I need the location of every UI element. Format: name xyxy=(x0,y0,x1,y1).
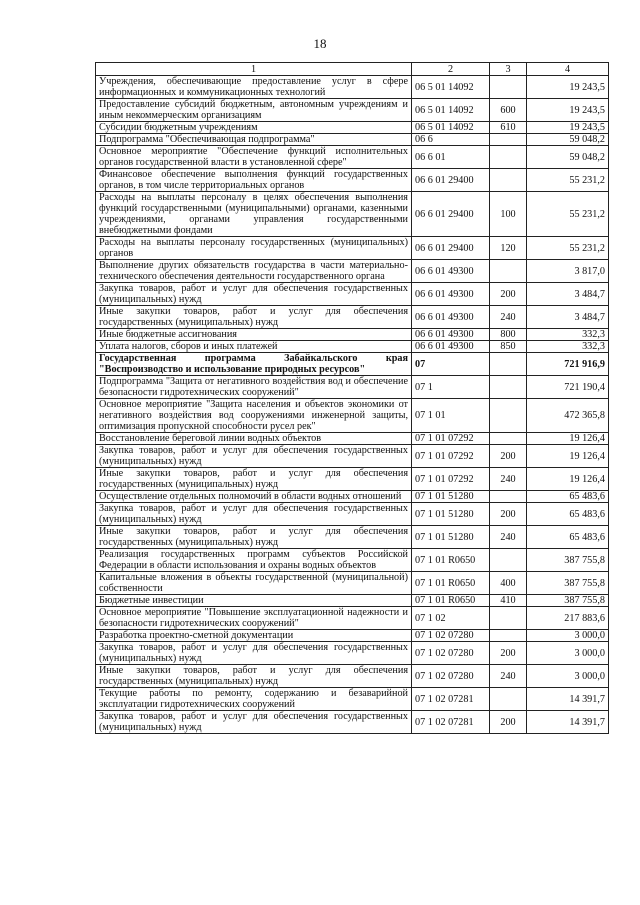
table-row xyxy=(96,572,609,595)
table-row xyxy=(96,399,609,433)
row-name-cell: Расходы на выплаты персоналу в целях обеспечения выполнения функций государственными (муниципальными) органами, казенными учреждениями, органами управления государственными внебюджетными фондами xyxy=(96,192,412,237)
row-vr-cell xyxy=(490,607,527,630)
budget-table xyxy=(95,62,609,734)
row-vr-cell: 850 xyxy=(490,341,527,353)
row-code-cell: 06 6 01 49300 xyxy=(412,329,490,341)
row-code-cell: 07 1 02 xyxy=(412,607,490,630)
table-header xyxy=(96,63,609,76)
row-code-cell: 06 5 01 14092 xyxy=(412,76,490,99)
table-row xyxy=(96,468,609,491)
row-code-cell: 07 1 02 07280 xyxy=(412,642,490,665)
row-amount-cell: 721 190,4 xyxy=(527,376,609,399)
row-code-cell: 07 1 01 R0650 xyxy=(412,595,490,607)
row-name-cell: Финансовое обеспечение выполнения функций государственных органов, в том числе территориальных органов xyxy=(96,169,412,192)
row-vr-cell: 240 xyxy=(490,526,527,549)
row-code-cell: 06 6 01 49300 xyxy=(412,283,490,306)
row-name-cell: Осуществление отдельных полномочий в области водных отношений xyxy=(96,491,412,503)
row-vr-cell: 240 xyxy=(490,468,527,491)
row-code-cell: 07 1 01 07292 xyxy=(412,433,490,445)
row-name-cell: Выполнение других обязательств государства в части материально-технического обеспечения деятельности государственного органа xyxy=(96,260,412,283)
row-name-cell: Субсидии бюджетным учреждениям xyxy=(96,122,412,134)
row-amount-cell: 3 817,0 xyxy=(527,260,609,283)
row-name-cell: Реализация государственных программ субъектов Российской Федерации в области использования и охраны водных объектов xyxy=(96,549,412,572)
table-row xyxy=(96,630,609,642)
row-amount-cell: 55 231,2 xyxy=(527,237,609,260)
row-amount-cell: 19 243,5 xyxy=(527,122,609,134)
table-row xyxy=(96,526,609,549)
row-code-cell: 07 1 02 07281 xyxy=(412,688,490,711)
table-row xyxy=(96,549,609,572)
row-code-cell: 07 1 01 51280 xyxy=(412,491,490,503)
page-number: 18 xyxy=(313,36,327,51)
row-name-cell: Иные закупки товаров, работ и услуг для обеспечения государственных (муниципальных) нужд xyxy=(96,306,412,329)
row-vr-cell: 200 xyxy=(490,642,527,665)
table-body xyxy=(96,76,609,734)
row-vr-cell xyxy=(490,260,527,283)
row-code-cell: 07 xyxy=(412,353,490,376)
row-code-cell: 06 6 01 49300 xyxy=(412,341,490,353)
row-name-cell: Государственная программа Забайкальского края "Воспроизводство и использование природных ресурсов" xyxy=(96,353,412,376)
table-row xyxy=(96,134,609,146)
row-vr-cell: 100 xyxy=(490,192,527,237)
row-amount-cell: 387 755,8 xyxy=(527,549,609,572)
row-code-cell: 07 1 01 07292 xyxy=(412,468,490,491)
row-code-cell: 07 1 02 07280 xyxy=(412,630,490,642)
row-vr-cell: 610 xyxy=(490,122,527,134)
row-vr-cell xyxy=(490,688,527,711)
row-name-cell: Основное мероприятие "Защита населения и объектов экономики от негативного воздействия вод сооружениями инженерной защиты, оптимизация пропускной способности русел рек" xyxy=(96,399,412,433)
row-vr-cell: 120 xyxy=(490,237,527,260)
row-vr-cell: 240 xyxy=(490,306,527,329)
row-vr-cell xyxy=(490,376,527,399)
row-amount-cell: 19 126,4 xyxy=(527,445,609,468)
row-code-cell: 07 1 01 R0650 xyxy=(412,572,490,595)
row-amount-cell: 14 391,7 xyxy=(527,688,609,711)
row-amount-cell: 65 483,6 xyxy=(527,526,609,549)
row-vr-cell: 800 xyxy=(490,329,527,341)
row-vr-cell xyxy=(490,134,527,146)
header-row xyxy=(96,63,609,76)
table-row xyxy=(96,122,609,134)
row-amount-cell: 3 484,7 xyxy=(527,283,609,306)
row-amount-cell: 3 000,0 xyxy=(527,630,609,642)
row-amount-cell: 59 048,2 xyxy=(527,134,609,146)
row-vr-cell: 200 xyxy=(490,283,527,306)
row-amount-cell: 59 048,2 xyxy=(527,146,609,169)
row-name-cell: Расходы на выплаты персоналу государственных (муниципальных) органов xyxy=(96,237,412,260)
row-vr-cell: 200 xyxy=(490,445,527,468)
row-code-cell: 07 1 01 51280 xyxy=(412,526,490,549)
table-row xyxy=(96,169,609,192)
row-code-cell: 06 5 01 14092 xyxy=(412,122,490,134)
row-code-cell: 07 1 01 xyxy=(412,399,490,433)
row-vr-cell xyxy=(490,399,527,433)
row-code-cell: 06 6 01 29400 xyxy=(412,192,490,237)
row-amount-cell: 19 243,5 xyxy=(527,99,609,122)
row-code-cell: 06 6 01 29400 xyxy=(412,237,490,260)
row-vr-cell xyxy=(490,146,527,169)
row-vr-cell: 200 xyxy=(490,503,527,526)
row-amount-cell: 19 126,4 xyxy=(527,433,609,445)
table-row xyxy=(96,306,609,329)
row-name-cell: Закупка товаров, работ и услуг для обеспечения государственных (муниципальных) нужд xyxy=(96,711,412,734)
row-name-cell: Основное мероприятие "Повышение эксплуатационной надежности и безопасности гидротехнических сооружений" xyxy=(96,607,412,630)
table-row xyxy=(96,283,609,306)
row-amount-cell: 387 755,8 xyxy=(527,595,609,607)
row-code-cell: 07 1 02 07281 xyxy=(412,711,490,734)
row-code-cell: 07 1 01 07292 xyxy=(412,445,490,468)
row-code-cell: 07 1 01 51280 xyxy=(412,503,490,526)
header-col-1: 1 xyxy=(96,63,412,76)
table-row xyxy=(96,260,609,283)
row-amount-cell: 65 483,6 xyxy=(527,491,609,503)
row-amount-cell: 55 231,2 xyxy=(527,192,609,237)
row-vr-cell: 410 xyxy=(490,595,527,607)
row-name-cell: Закупка товаров, работ и услуг для обеспечения государственных (муниципальных) нужд xyxy=(96,283,412,306)
row-name-cell: Текущие работы по ремонту, содержанию и безаварийной эксплуатации гидротехнических сооружений xyxy=(96,688,412,711)
header-col-4: 4 xyxy=(527,63,609,76)
row-code-cell: 07 1 xyxy=(412,376,490,399)
row-vr-cell xyxy=(490,433,527,445)
row-code-cell: 06 6 01 49300 xyxy=(412,306,490,329)
row-code-cell: 07 1 01 R0650 xyxy=(412,549,490,572)
table-row xyxy=(96,445,609,468)
row-name-cell: Капитальные вложения в объекты государственной (муниципальной) собственности xyxy=(96,572,412,595)
row-amount-cell: 65 483,6 xyxy=(527,503,609,526)
row-code-cell: 06 6 01 29400 xyxy=(412,169,490,192)
table-row xyxy=(96,146,609,169)
row-name-cell: Подпрограмма "Обеспечивающая подпрограмма" xyxy=(96,134,412,146)
table-row xyxy=(96,341,609,353)
row-vr-cell: 200 xyxy=(490,711,527,734)
row-name-cell: Подпрограмма "Защита от негативного воздействия вод и обеспечение безопасности гидротехнических сооружений" xyxy=(96,376,412,399)
row-name-cell: Разработка проектно-сметной документации xyxy=(96,630,412,642)
row-name-cell: Иные закупки товаров, работ и услуг для обеспечения государственных (муниципальных) нужд xyxy=(96,665,412,688)
row-code-cell: 06 5 01 14092 xyxy=(412,99,490,122)
row-amount-cell: 387 755,8 xyxy=(527,572,609,595)
row-amount-cell: 3 484,7 xyxy=(527,306,609,329)
table-row xyxy=(96,329,609,341)
row-vr-cell xyxy=(490,169,527,192)
table-row xyxy=(96,607,609,630)
row-vr-cell xyxy=(490,353,527,376)
row-amount-cell: 19 243,5 xyxy=(527,76,609,99)
row-code-cell: 06 6 xyxy=(412,134,490,146)
row-vr-cell xyxy=(490,76,527,99)
row-name-cell: Иные закупки товаров, работ и услуг для обеспечения государственных (муниципальных) нужд xyxy=(96,526,412,549)
table-row xyxy=(96,688,609,711)
table-row xyxy=(96,595,609,607)
row-name-cell: Основное мероприятие "Обеспечение функций исполнительных органов государственной власти в установленной сфере" xyxy=(96,146,412,169)
table-row xyxy=(96,192,609,237)
table-row xyxy=(96,76,609,99)
row-amount-cell: 332,3 xyxy=(527,341,609,353)
row-name-cell: Иные закупки товаров, работ и услуг для обеспечения государственных (муниципальных) нужд xyxy=(96,468,412,491)
row-vr-cell: 240 xyxy=(490,665,527,688)
row-vr-cell xyxy=(490,630,527,642)
row-code-cell: 07 1 02 07280 xyxy=(412,665,490,688)
row-amount-cell: 14 391,7 xyxy=(527,711,609,734)
table-row xyxy=(96,433,609,445)
row-amount-cell: 55 231,2 xyxy=(527,169,609,192)
row-vr-cell xyxy=(490,491,527,503)
row-code-cell: 06 6 01 xyxy=(412,146,490,169)
row-amount-cell: 3 000,0 xyxy=(527,642,609,665)
table-row xyxy=(96,376,609,399)
header-col-2: 2 xyxy=(412,63,490,76)
row-vr-cell: 400 xyxy=(490,572,527,595)
row-name-cell: Учреждения, обеспечивающие предоставление услуг в сфере информационных и коммуникационных технологий xyxy=(96,76,412,99)
row-name-cell: Предоставление субсидий бюджетным, автономным учреждениям и иным некоммерческим организациям xyxy=(96,99,412,122)
table-row xyxy=(96,99,609,122)
row-code-cell: 06 6 01 49300 xyxy=(412,260,490,283)
row-amount-cell: 3 000,0 xyxy=(527,665,609,688)
row-name-cell: Бюджетные инвестиции xyxy=(96,595,412,607)
table-row xyxy=(96,642,609,665)
row-name-cell: Уплата налогов, сборов и иных платежей xyxy=(96,341,412,353)
row-amount-cell: 472 365,8 xyxy=(527,399,609,433)
table-row xyxy=(96,711,609,734)
row-name-cell: Закупка товаров, работ и услуг для обеспечения государственных (муниципальных) нужд xyxy=(96,503,412,526)
table-row xyxy=(96,353,609,376)
row-amount-cell: 217 883,6 xyxy=(527,607,609,630)
row-name-cell: Иные бюджетные ассигнования xyxy=(96,329,412,341)
row-name-cell: Восстановление береговой линии водных объектов xyxy=(96,433,412,445)
row-amount-cell: 721 916,9 xyxy=(527,353,609,376)
row-name-cell: Закупка товаров, работ и услуг для обеспечения государственных (муниципальных) нужд xyxy=(96,642,412,665)
row-amount-cell: 332,3 xyxy=(527,329,609,341)
row-amount-cell: 19 126,4 xyxy=(527,468,609,491)
table-row xyxy=(96,237,609,260)
row-vr-cell: 600 xyxy=(490,99,527,122)
table-row xyxy=(96,665,609,688)
row-name-cell: Закупка товаров, работ и услуг для обеспечения государственных (муниципальных) нужд xyxy=(96,445,412,468)
row-vr-cell xyxy=(490,549,527,572)
table-row xyxy=(96,491,609,503)
header-col-3: 3 xyxy=(490,63,527,76)
table-row xyxy=(96,503,609,526)
